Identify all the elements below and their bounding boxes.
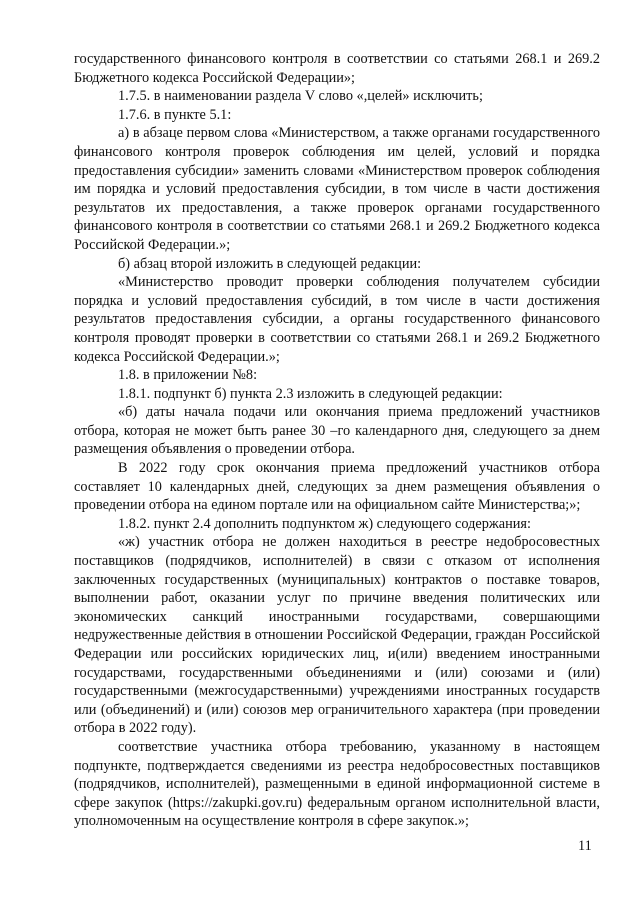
paragraph-continuation: государственного финансового контроля в соответствии со статьями 268.1 и 269.2 Бюджетного кодекса Российской Федерации»; bbox=[74, 51, 600, 86]
paragraph-1-8-1: 1.8.1. подпункт б) пункта 2.3 изложить в следующей редакции: bbox=[118, 385, 503, 402]
paragraph-compliance: соответствие участника отбора требованию, указанному в настоящем подпункте, подтверждается сведениями из реестра недобросовестных поставщиков (подрядчиков, исполнителей), размещенными в единой информационной системе в сфере закупок (https://zakupki.gov.ru) федеральным органом исполнительной власти, уполномоченным на осуществление контроля в сфере закупок.»; bbox=[74, 738, 600, 830]
paragraph-subitem-b: б) абзац второй изложить в следующей редакции: bbox=[118, 255, 422, 272]
paragraph-quoted-zh: «ж) участник отбора не должен находиться в реестре недобросовестных поставщиков (подрядчиков, исполнителей) в связи с отказом от исполнения заключенных государственных (муниципальных) контрактов о поставке товаров, выполнении работ, оказании услуг по причине введения политических или экономических санкций иностранными государствами, совершающими недружественные действия в отношении Российской Федерации, граждан Российской Федерации или российских юридических лиц, и(или) введением иностранными государствами, государственными объединениями и (или) союзами и (или) государственными (межгосударственными) учреждениями иностранных государств или (объединений) и (или) союзов мер ограничительного характера (при проведении отбора в 2022 году). bbox=[74, 534, 600, 737]
paragraph-subitem-a: а) в абзаце первом слова «Министерством, а также органами государственного финансового контроля проверок соблюдения им целей, условий и порядка предоставления субсидии» заменить словами «Министерством проверок соблюдения им порядка и условий предоставления субсидии, в том числе в части достижения результатов их предоставления, а также проверок органами государственного финансового контроля в соответствии со статьями 268.1 и 269.2 Бюджетного кодекса Российской Федерации.»; bbox=[74, 125, 600, 253]
document-page bbox=[74, 50, 600, 831]
paragraph-2022-deadline: В 2022 году срок окончания приема предложений участников отбора составляет 10 календарных дней, следующих за днем размещения объявления о проведении отбора на едином портале или на официальном сайте Министерства;»; bbox=[74, 460, 600, 514]
paragraph-1-8-2: 1.8.2. пункт 2.4 дополнить подпунктом ж) следующего содержания: bbox=[118, 515, 531, 532]
paragraph-quoted-ministry: «Министерство проводит проверки соблюдения получателем субсидии порядка и условий предоставления субсидий, в том числе в части достижения результатов предоставления субсидии, а органы государственного финансового контроля проводят проверки в соответствии со статьями 268.1 и 269.2 Бюджетного кодекса Российской Федерации.»; bbox=[74, 274, 600, 365]
paragraph-quoted-b: «б) даты начала подачи или окончания приема предложений участников отбора, которая не может быть ранее 30 –го календарного дня, следующего за днем размещения объявления о проведении отбора. bbox=[74, 404, 600, 458]
paragraph-1-7-6: 1.7.6. в пункте 5.1: bbox=[118, 106, 232, 123]
paragraph-1-8: 1.8. в приложении №8: bbox=[118, 367, 258, 384]
paragraph-1-7-5: 1.7.5. в наименовании раздела V слово «,целей» исключить; bbox=[118, 88, 483, 105]
page-number: 11 bbox=[578, 838, 592, 854]
